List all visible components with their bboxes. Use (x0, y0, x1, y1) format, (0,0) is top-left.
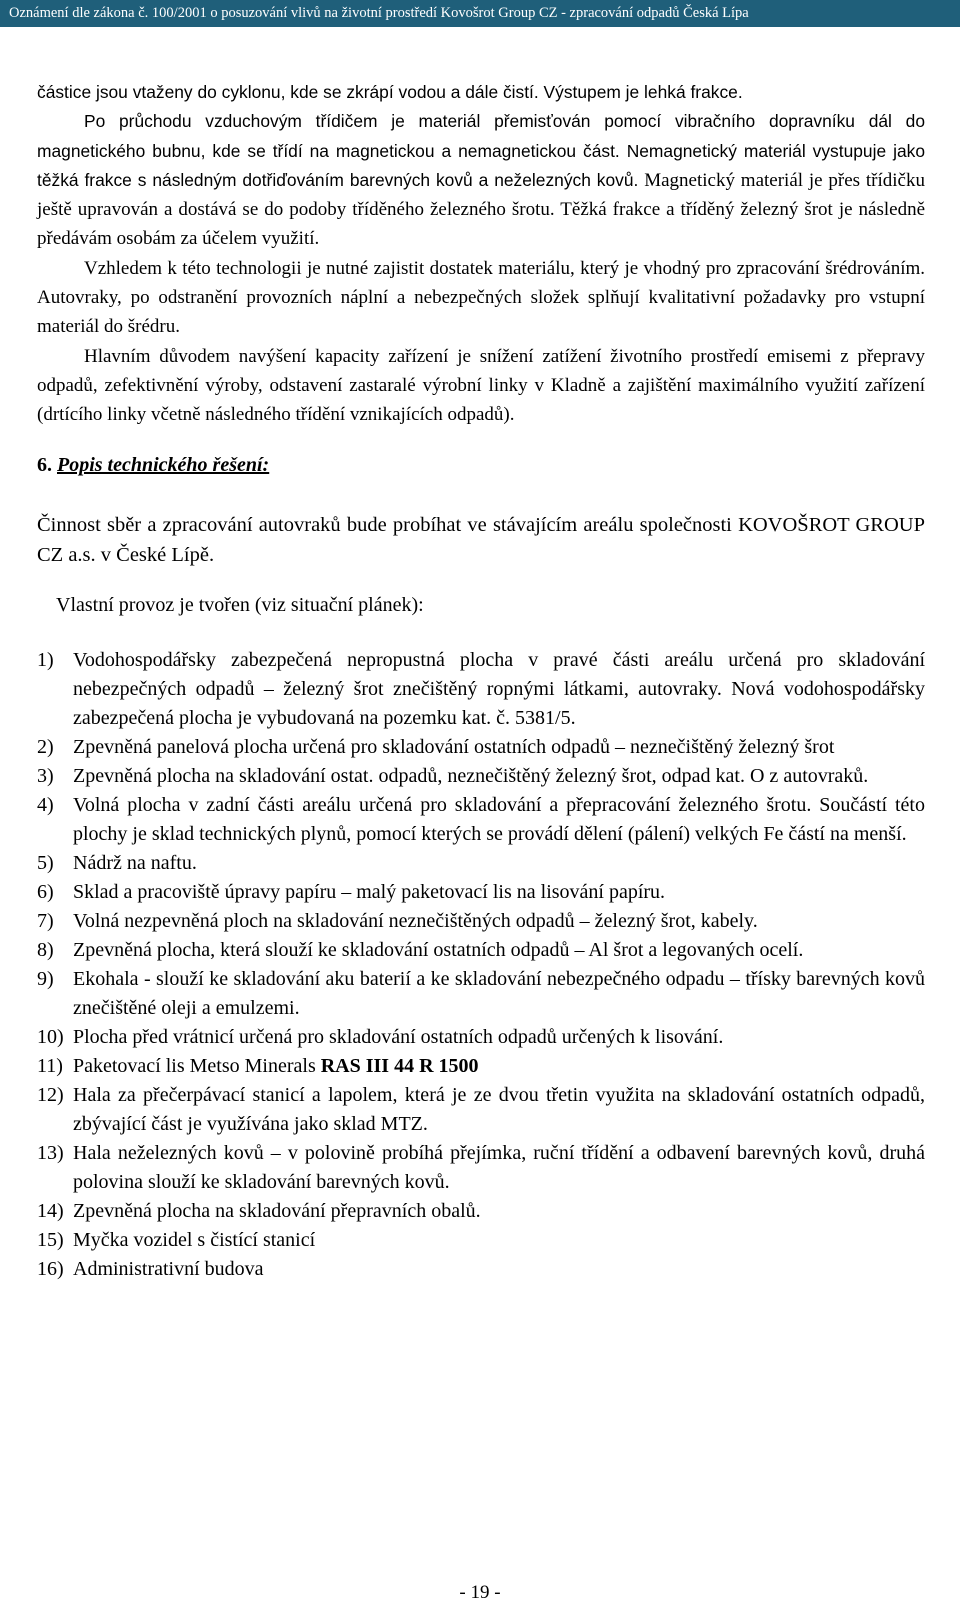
list-item (37, 791, 925, 849)
list-item-text: Sklad a pracoviště úpravy papíru – malý paketovací lis na lisování papíru. (73, 880, 666, 903)
list-item (37, 1081, 925, 1139)
list-item-text: Volná nezpevněná ploch na skladování neznečištěných odpadů – železný šrot, kabely. (73, 909, 758, 932)
list-item-text: Zpevněná plocha na skladování přepravních obalů. (73, 1199, 481, 1222)
subheading-text: Vlastní provoz je tvořen (viz situační plánek): (56, 593, 424, 616)
list-item (37, 936, 925, 965)
section-title: Popis technického řešení: (57, 453, 270, 476)
list-item (37, 646, 925, 733)
list-item-bold-text: RAS III 44 R 1500 (320, 1054, 479, 1077)
list-item (37, 733, 925, 762)
paragraph-4 (37, 342, 925, 430)
list-item-number: 13) (37, 1141, 64, 1164)
list-item-number: 7) (37, 909, 54, 932)
list-item-text: Ekohala - slouží ke skladování aku baterií a ke skladování nebezpečného odpadu – třísky barevných kovů znečištěné oleji a emulzemi. (73, 967, 925, 1019)
list-item-text: Administrativní budova (73, 1257, 264, 1280)
paragraph-2 (37, 107, 925, 253)
list-item-text: Paketovací lis Metso Minerals (73, 1054, 321, 1077)
list-item-text: Nádrž na naftu. (73, 851, 197, 874)
intro-text: Činnost sběr a zpracování autovraků bude probíhat ve stávajícím areálu společnosti KOVOŠROT GROUP CZ a.s. v České Lípě. (37, 513, 925, 566)
list-item-number: 8) (37, 938, 54, 961)
document-header (0, 0, 960, 27)
subheading (37, 590, 925, 620)
list-item-text: Hala neželezných kovů – v polovině probíhá přejímka, ruční třídění a odbavení barevných kovů, druhá polovina slouží ke skladování barevných kovů. (73, 1141, 925, 1193)
list-item-text: Zpevněná panelová plocha určená pro skladování ostatních odpadů – neznečištěný železný šrot (73, 735, 835, 758)
list-item-number: 14) (37, 1199, 64, 1222)
list-item-text: Zpevněná plocha, která slouží ke skladování ostatních odpadů – Al šrot a legovaných ocelí. (73, 938, 804, 961)
list-item (37, 1052, 925, 1081)
list-item (37, 1255, 925, 1284)
header-text: Oznámení dle zákona č. 100/2001 o posuzování vlivů na životní prostředí Kovošrot Group CZ - zpracování odpadů Česká Lípa (9, 5, 749, 21)
section-heading (37, 450, 925, 480)
page-number: - 19 - (459, 1582, 501, 1603)
list-item-number: 4) (37, 793, 54, 816)
list-item-number: 2) (37, 735, 54, 758)
intro-paragraph (37, 510, 925, 570)
paragraph-1-text: částice jsou vtaženy do cyklonu, kde se zkrápí vodou a dále čistí. Výstupem je lehká frakce. (37, 82, 743, 102)
list-item (37, 1139, 925, 1197)
list-item-number: 9) (37, 967, 54, 990)
list-item-text: Vodohospodářsky zabezpečená nepropustná plocha v pravé části areálu určená pro skladování nebezpečných odpadů – železný šrot znečištěný ropnými látkami, autovraky. Nová vodohospodářsky zabezpečená plocha je vybudovaná na pozemku kat. č. 5381/5. (73, 648, 925, 729)
list-item (37, 1226, 925, 1255)
list-item-text: Zpevněná plocha na skladování ostat. odpadů, neznečištěný železný šrot, odpad kat. O z autovraků. (73, 764, 869, 787)
list-item-number: 10) (37, 1025, 64, 1048)
list-item-text: Hala za přečerpávací stanicí a lapolem, která je ze dvou třetin využita na skladování ostatních odpadů, zbývající část je využívána jako sklad MTZ. (73, 1083, 925, 1135)
list-item (37, 849, 925, 878)
paragraph-3 (37, 254, 925, 342)
list-item (37, 762, 925, 791)
list-item (37, 878, 925, 907)
list-item-number: 11) (37, 1054, 63, 1077)
list-item (37, 1197, 925, 1226)
list-item-number: 1) (37, 648, 54, 671)
paragraph-3-text: Vzhledem k této technologii je nutné zajistit dostatek materiálu, který je vhodný pro zpracování šrédrováním. Autovraky, po odstranění provozních náplní a nebezpečných složek splňují kvalitativní požadavky pro vstupní materiál do šrédru. (37, 257, 925, 338)
list-item (37, 907, 925, 936)
list-item-number: 5) (37, 851, 54, 874)
document-body (37, 78, 925, 1284)
paragraph-2-text-a: Po průchodu vzduchovým třídičem je materiál přemisťován pomocí vibračního dopravníku dál do magnetického bubnu, kde se třídí na magnetickou a nemagnetickou část. (37, 111, 925, 161)
paragraph-1 (37, 78, 925, 107)
paragraph-2-text-c: Magnetický materiál je přes třídičku ještě upravován a dostává se do podoby tříděného železného šrotu. Těžká frakce a tříděný železný šrot je následně předávám osobám za účelem využití. (37, 169, 925, 250)
list-item-number: 3) (37, 764, 54, 787)
list-item-text: Plocha před vrátnicí určená pro skladování ostatních odpadů určených k lisování. (73, 1025, 724, 1048)
paragraph-2-text-b: Nemagnetický materiál vystupuje jako těžká frakce s následným dotřiďováním barevných kovů a neželezných kovů. (37, 140, 925, 190)
list-item (37, 965, 925, 1023)
list-item-number: 6) (37, 880, 54, 903)
list-item-text: Myčka vozidel s čistící stanicí (73, 1228, 316, 1251)
list-item-number: 15) (37, 1228, 64, 1251)
facility-list (37, 646, 925, 1284)
paragraph-4-text: Hlavním důvodem navýšení kapacity zařízení je snížení zatížení životního prostředí emisemi z přepravy odpadů, zefektivnění výroby, odstavení zastaralé výrobní linky v Kladně a zajištění maximálního využití zařízení (drtícího linky včetně následného třídění vznikajících odpadů). (37, 345, 925, 426)
list-item-number: 16) (37, 1257, 64, 1280)
list-item-text: Volná plocha v zadní části areálu určená pro skladování a přepracování železného šrotu. Součástí této plochy je sklad technických plynů, pomocí kterých se provádí dělení (pálení) velkých Fe částí na menší. (73, 793, 925, 845)
list-item-number: 12) (37, 1083, 64, 1106)
list-item (37, 1023, 925, 1052)
section-number: 6. (37, 453, 57, 476)
